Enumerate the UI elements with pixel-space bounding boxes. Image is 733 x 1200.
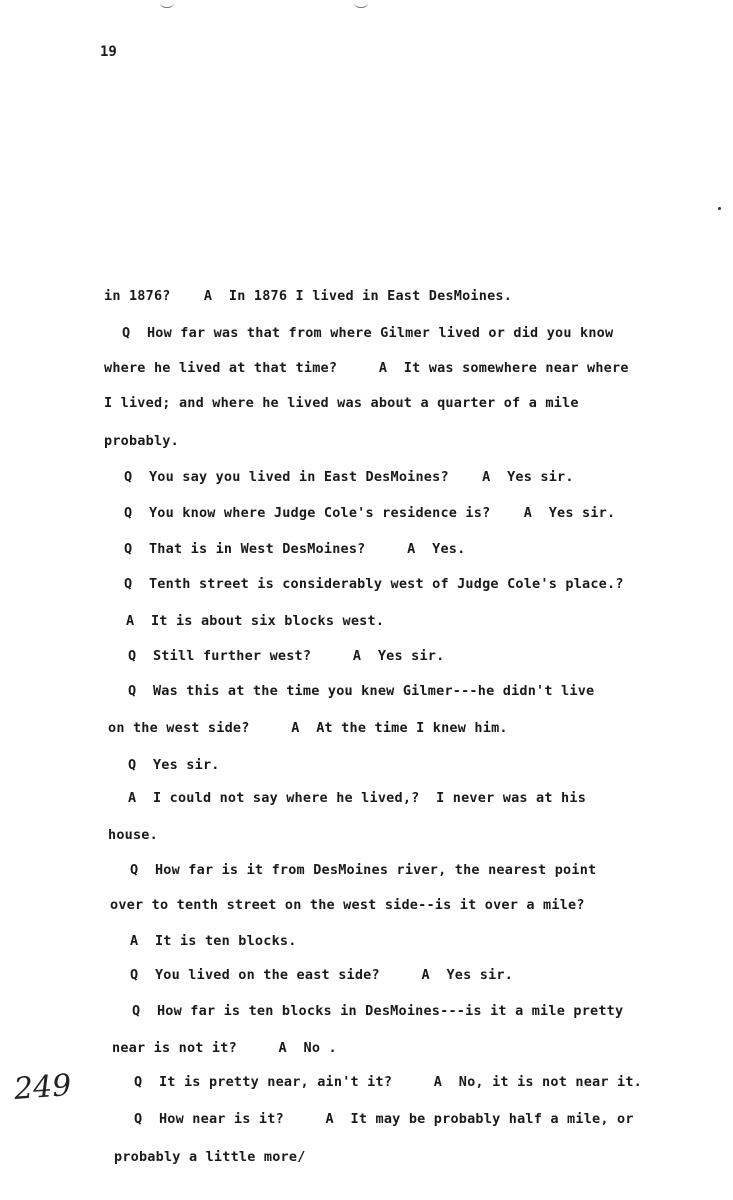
transcript-line: Q That is in West DesMoines? A Yes. — [124, 541, 466, 557]
transcript-line: I lived; and where he lived was about a quarter of a mile — [104, 395, 579, 411]
transcript-line: where he lived at that time? A It was somewhere near where — [104, 360, 629, 376]
transcript-line: Q Still further west? A Yes sir. — [128, 648, 445, 664]
transcript-line: on the west side? A At the time I knew him. — [108, 720, 508, 736]
transcript-line: over to tenth street on the west side--is it over a mile? — [110, 897, 585, 913]
transcript-line: in 1876? A In 1876 I lived in East DesMoines. — [104, 288, 513, 304]
transcript-line: near is not it? A No . — [112, 1040, 337, 1056]
transcript-line: probably. — [104, 433, 179, 449]
transcript-line: Q How far is it from DesMoines river, the nearest point — [130, 862, 597, 878]
transcript-line: house. — [108, 827, 158, 843]
transcript-line: A It is about six blocks west. — [126, 613, 385, 629]
transcript-line: Q Tenth street is considerably west of Judge Cole's place.? — [124, 576, 624, 592]
handwritten-margin-note: 249 — [12, 1068, 73, 1107]
transcript-line: A It is ten blocks. — [130, 933, 297, 949]
transcript-line: Q How far is ten blocks in DesMoines---is it a mile pretty — [132, 1003, 624, 1019]
transcript-line: Q You know where Judge Cole's residence is? A Yes sir. — [124, 505, 616, 521]
transcript-line: Q How near is it? A It may be probably half a mile, or — [134, 1111, 634, 1127]
top-mark-right — [354, 2, 368, 8]
transcript-line: Q You lived on the east side? A Yes sir. — [130, 967, 514, 983]
transcript-line: Q Yes sir. — [128, 757, 220, 773]
transcript-line: Q You say you lived in East DesMoines? A Yes sir. — [124, 469, 574, 485]
transcript-line: Q Was this at the time you knew Gilmer---he didn't live — [128, 683, 595, 699]
paper-speck — [718, 207, 721, 210]
transcript-line: A I could not say where he lived,? I never was at his — [128, 790, 587, 806]
page-number: 19 — [100, 44, 117, 60]
transcript-line: Q It is pretty near, ain't it? A No, it is not near it. — [134, 1074, 642, 1090]
top-mark-left — [160, 2, 174, 8]
transcript-line: Q How far was that from where Gilmer lived or did you know — [122, 325, 614, 341]
transcript-line: probably a little more/ — [114, 1149, 306, 1165]
